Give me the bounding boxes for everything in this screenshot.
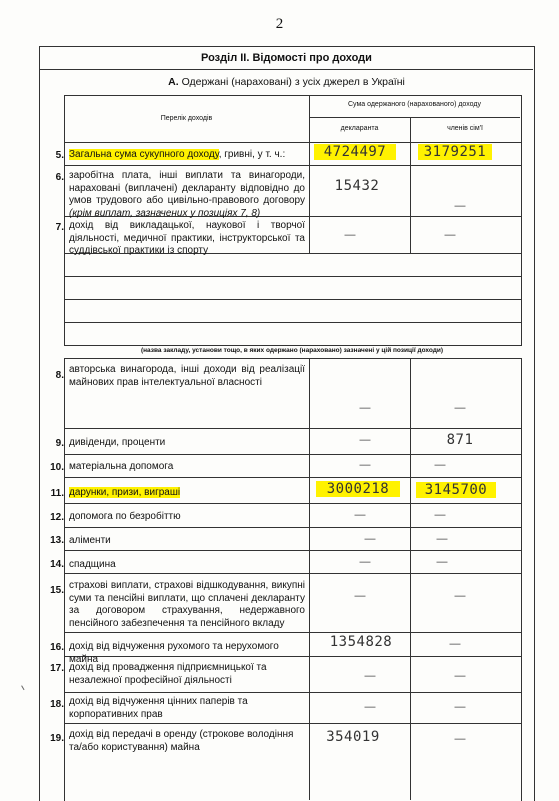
family-amount: — (454, 200, 466, 212)
declarant-amount: 354019 (326, 729, 380, 745)
row-label-highlight: дарунки, призи, виграші (69, 487, 181, 498)
row-label-note: (крім виплат, зазначених у позиціях 7, 8) (69, 207, 261, 219)
row-number: 18. (50, 699, 64, 710)
declarant-amount: 1354828 (329, 634, 393, 650)
scan-mark (21, 683, 29, 690)
row-label: дохід від відчуження цінних паперів та корпоративних прав (69, 696, 248, 720)
declarant-amount: 3000218 (316, 481, 400, 497)
declarant-amount: — (359, 434, 371, 446)
row-label: авторська винагорода, інші доходи від реалізації майнових прав інтелектуальної власності (69, 364, 305, 388)
row-number: 19. (50, 733, 64, 744)
declarant-amount: — (359, 459, 371, 471)
declarant-amount: — (354, 590, 366, 602)
col-income-list: Перелік доходів (160, 115, 213, 122)
family-amount: 3145700 (416, 482, 496, 498)
col-amount: Сума одержаного (нарахованого) доходу (347, 101, 481, 108)
row-number: 6. (55, 172, 64, 183)
institution-note: (назва закладу, установи тощо, в яких одержано (нараховано) зазначені у цій позиції доходи) (140, 347, 444, 354)
family-amount: — (434, 509, 446, 521)
family-amount: — (454, 670, 466, 682)
section-title: Розділ ІІ. Відомості про доходи (201, 52, 372, 64)
row-label: дивіденди, проценти (69, 437, 166, 448)
declarant-amount: 15432 (334, 178, 380, 194)
row-label: заробітна плата, інші виплати та винагороди, нараховані (виплачені) декларанту відповідно до умов трудового або цивільно-правового договору (крім виплат, зазначених у позиціях 7, 8) (69, 170, 305, 219)
row-label: страхові виплати, страхові відшкодування, викупні суми та пенсійні виплати, що сплачені декларанту за договором страхування, недержавного пенсійного забезпечення та пенсійного вкладу (69, 580, 305, 629)
row-number: 11. (50, 488, 64, 499)
row-label: дохід від відчуження рухомого та нерухомого майна (69, 641, 279, 665)
declarant-amount: — (364, 670, 376, 682)
col-family: членів сім'ї (447, 125, 483, 132)
declarant-amount: — (354, 509, 366, 521)
family-amount: — (454, 733, 466, 745)
row-label: дохід від провадження підприємницької та незалежної професійної діяльності (69, 662, 267, 686)
declarant-amount: — (359, 556, 371, 568)
family-amount: — (454, 590, 466, 602)
row-label-highlight: Загальна сума сукупного доходу (69, 149, 219, 160)
row-number: 17. (50, 663, 64, 674)
declarant-amount: — (359, 402, 371, 414)
page-number: 2 (275, 16, 284, 32)
declarant-amount: — (364, 533, 376, 545)
row-label: дохід від передачі в оренду (строкове володіння та/або користування) майна (69, 729, 294, 753)
declarant-amount: 4724497 (314, 144, 396, 160)
family-amount: — (436, 556, 448, 568)
family-amount: 3179251 (418, 144, 492, 160)
family-amount: 871 (446, 432, 474, 448)
row-label: допомога по безробіттю (69, 511, 181, 522)
col-declarant: декларанта (340, 125, 379, 132)
row-number: 5. (55, 150, 64, 161)
subsection-heading (40, 76, 533, 88)
family-amount: — (454, 701, 466, 713)
subsection-letter: А. (168, 76, 179, 88)
family-amount: — (434, 459, 446, 471)
row-number: 13. (50, 535, 64, 546)
family-amount: — (444, 229, 456, 241)
family-amount: — (436, 533, 448, 545)
row-label-suffix: , гривні, у т. ч.: (218, 149, 286, 160)
declarant-amount: — (344, 229, 356, 241)
divider (40, 69, 533, 70)
declarant-amount: — (364, 701, 376, 713)
row-label: дохід від викладацької, наукової і творчої діяльності, медичної практики, інструкторської та суддівської практики із спорту (69, 220, 305, 256)
family-amount: — (454, 402, 466, 414)
row-label: матеріальна допомога (69, 461, 174, 472)
row-label: аліменти (69, 535, 111, 546)
family-amount: — (449, 638, 461, 650)
row-number: 12. (50, 512, 64, 523)
row-number: 10. (50, 462, 64, 473)
row-label (69, 487, 305, 500)
row-label (69, 149, 305, 162)
row-number: 15. (50, 585, 64, 596)
row-number: 14. (50, 559, 64, 570)
subsection-title: Одержані (нараховані) з усіх джерел в Україні (181, 76, 405, 88)
row-number: 16. (50, 642, 64, 653)
row-label: спадщина (69, 559, 116, 570)
row-number: 8. (55, 370, 64, 381)
row-number: 7. (55, 222, 64, 233)
row-number: 9. (55, 438, 64, 449)
